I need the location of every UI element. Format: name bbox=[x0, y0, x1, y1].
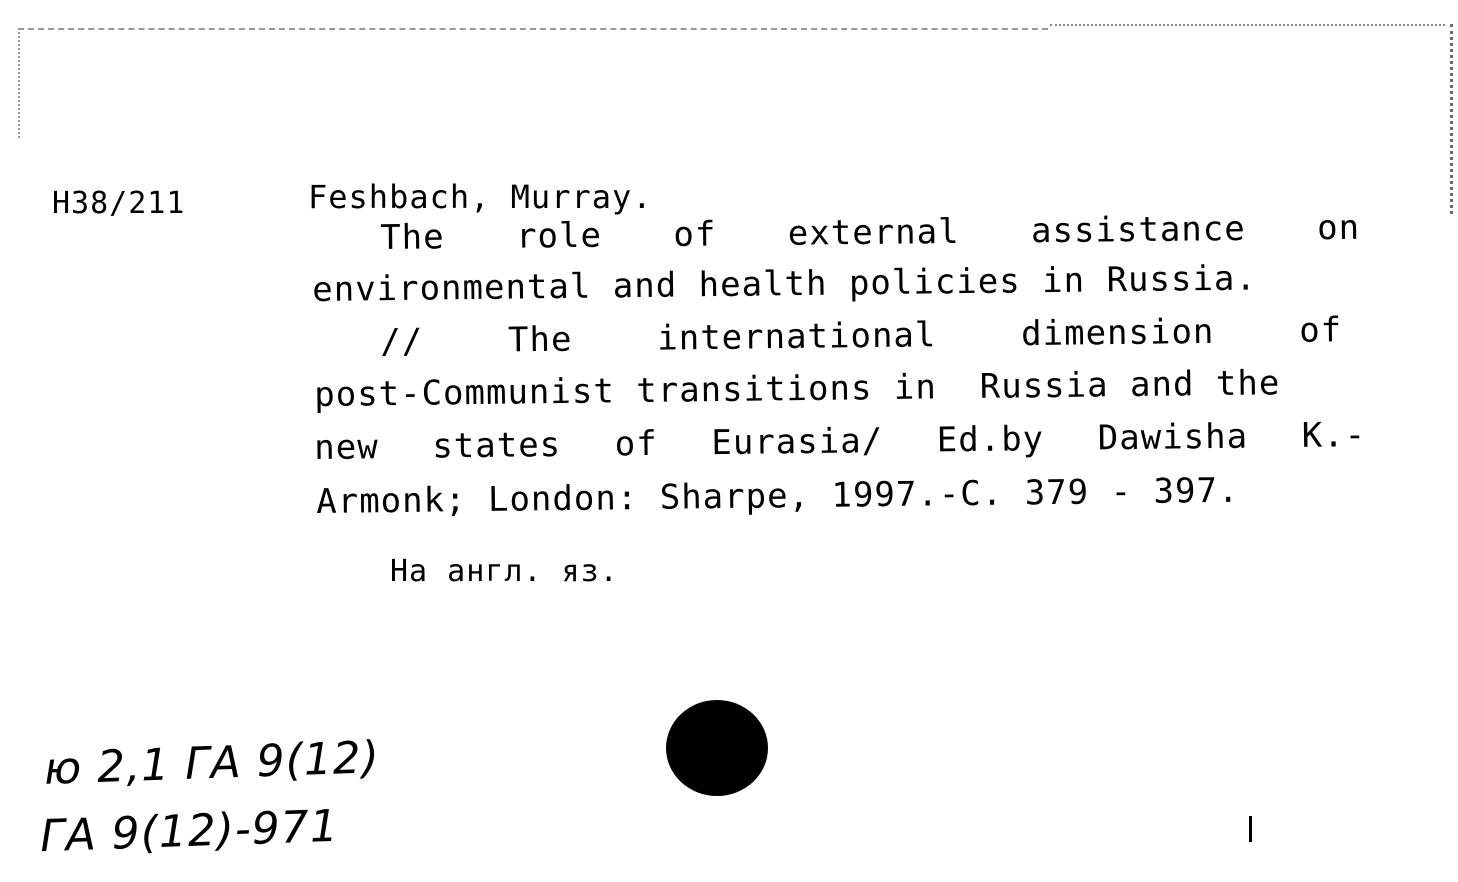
title-word: external bbox=[787, 211, 960, 254]
title-word: on bbox=[1316, 207, 1361, 249]
source-word: international bbox=[657, 315, 937, 359]
source-word: Dawisha bbox=[1097, 416, 1249, 459]
source-word: dimension bbox=[1020, 311, 1215, 355]
title-word: The bbox=[380, 217, 445, 258]
title-word: of bbox=[673, 214, 717, 255]
tick-mark bbox=[1249, 816, 1252, 842]
source-line-1 bbox=[380, 310, 1342, 362]
source-word: of bbox=[614, 423, 658, 465]
source-word: new bbox=[314, 427, 379, 468]
title-word: role bbox=[515, 215, 603, 257]
source-word: states bbox=[432, 424, 562, 467]
language-note: На англ. яз. bbox=[390, 554, 619, 589]
handwritten-classification-1: ю 2,1 ГА 9(12) bbox=[43, 732, 381, 795]
author: Feshbach, Murray. bbox=[308, 178, 653, 216]
source-word: K.- bbox=[1301, 415, 1367, 456]
handwritten-classification-2: ГА 9(12)-971 bbox=[39, 800, 340, 863]
source-word: of bbox=[1298, 310, 1343, 351]
card-border-top-right bbox=[1050, 24, 1445, 26]
source-word: Ed.by bbox=[936, 419, 1045, 461]
title-line-2: environmental and health policies in Russia. bbox=[312, 258, 1258, 310]
source-line-3 bbox=[314, 415, 1366, 468]
source-word: Eurasia/ bbox=[711, 421, 884, 464]
title-word: assistance bbox=[1030, 208, 1246, 252]
card-border-left bbox=[18, 28, 20, 138]
source-word: The bbox=[507, 319, 573, 361]
source-line-2: post-Communist transitions in Russia and the bbox=[314, 363, 1281, 415]
card-border-top bbox=[18, 28, 1048, 30]
card-border-right bbox=[1450, 24, 1453, 214]
source-line-4: Armonk; London: Sharpe, 1997.-C. 379 - 397. bbox=[316, 470, 1240, 522]
source-word: // bbox=[380, 321, 424, 362]
call-number: H38/211 bbox=[52, 186, 186, 221]
punch-hole bbox=[666, 700, 768, 796]
